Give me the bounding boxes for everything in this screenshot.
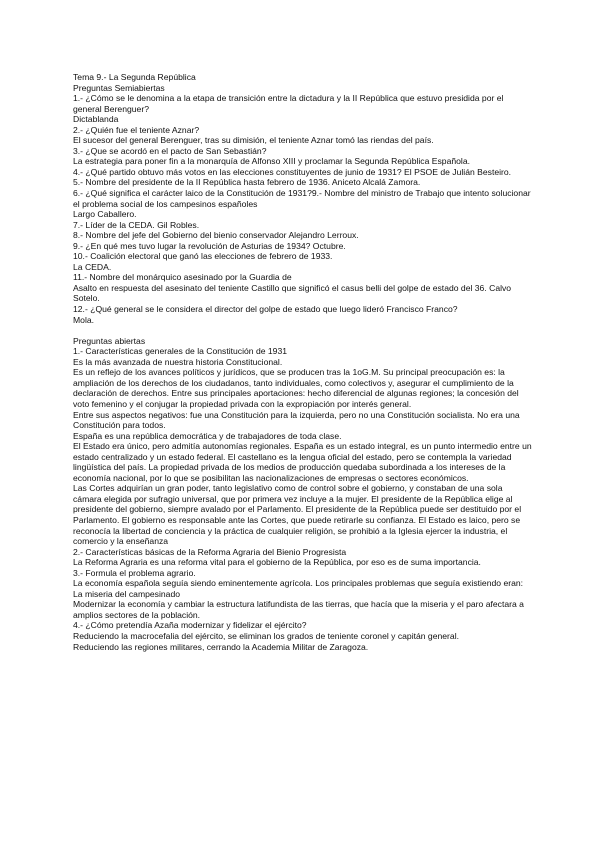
paragraph: España es una república democrática y de trabajadores de toda clase. <box>73 430 342 441</box>
document-page <box>73 72 533 652</box>
paragraph: Reduciendo la macrocefalia del ejército, se eliminan los grados de teniente coronel y capitán general. <box>73 630 459 641</box>
paragraph: Las Cortes adquirían un gran poder, tanto legislativo como de control sobre el gobierno, y constaban de una sola cámara elegida por sufragio universal, que por primera vez incluye a la mujer. El presidente de la República elige al presidente del gobierno, siempre avalado por el Parlamento. El presidente de la República puede ser destituido por el Parlamento. El gobierno es responsable ante las Cortes, que puede retirarle su confianza. El Estado es laico, pero se reconocía la libertad de conciencia y la práctica de cualquier religión, se prohibió a la Iglesia ejercer la industria, el comercio y la enseñanza <box>73 483 522 547</box>
open-question-2: 2.- Características básicas de la Reforma Agraria del Bienio Progresista <box>73 546 347 557</box>
answer-11: Asalto en respuesta del asesinato del teniente Castillo que significó el casus belli del golpe de estado del 36. Calvo Sotelo. <box>73 282 512 304</box>
paragraph: La miseria del campesinado <box>73 588 181 599</box>
paragraph: El Estado era único, pero admitía autonomías regionales. España es un estado integral, es un punto intermedio entre un estado centralizado y un estado federal. El castellano es la lengua oficial del estado, pero se contempla la variedad lingüística del país. La propiedad privada de los medios de producción quedaba subordinada a los intereses de la economía nacional, por lo que se posibilitan las nacionalizaciones de empresas o sectores económicos. <box>73 441 532 483</box>
question-2: 2.- ¿Quién fue el teniente Aznar? <box>73 124 200 135</box>
question-3: 3.- ¿Que se acordó en el pacto de San Sebastián? <box>73 145 267 156</box>
semiopen-heading: Preguntas Semiabiertas <box>73 82 165 93</box>
paragraph: La economía española seguía siendo eminentemente agrícola. Los principales problemas que seguía existiendo eran: <box>73 578 524 589</box>
paragraph: Es la más avanzada de nuestra historia Constitucional. <box>73 356 283 367</box>
open-question-3: 3.- Formula el problema agrario. <box>73 567 196 578</box>
question-5: 5.- Nombre del presidente de la II República hasta febrero de 1936. Aniceto Alcalá Zamora. <box>73 177 421 188</box>
answer-12: Mola. <box>73 314 95 325</box>
answer-3: La estrategia para poner fin a la monarquía de Alfonso XIII y proclamar la Segunda República Española. <box>73 156 470 167</box>
paragraph: La Reforma Agraria es una reforma vital para el gobierno de la República, por eso es de suma importancia. <box>73 557 481 568</box>
question-10: 10.- Coalición electoral que ganó las elecciones de febrero de 1933. <box>73 251 333 262</box>
question-11: 11.- Nombre del monárquico asesinado por la Guardia de <box>73 272 292 283</box>
answer-6: Largo Caballero. <box>73 209 137 220</box>
answer-2: El sucesor del general Berenguer, tras su dimisión, el teniente Aznar tomó las riendas del país. <box>73 135 434 146</box>
answer-10: La CEDA. <box>73 261 112 272</box>
question-6: 6.- ¿Qué significa el carácter laico de la Constitución de 1931?9.- Nombre del ministro de Trabajo que intento solucionar el problema social de los campesinos españoles <box>73 188 531 209</box>
question-9: 9.- ¿En qué mes tuvo lugar la revolución de Asturias de 1934? Octubre. <box>73 240 346 251</box>
section-spacer <box>73 325 533 336</box>
paragraph: Es un reflejo de los avances políticos y jurídicos, que se producen tras la 1oG.M. Su principal preocupación es: la ampliación de los derechos de los ciudadanos, tanto individuales, como colectivos y, asegurar el cumplimiento de la declaración de derechos. Entre sus principales aportaciones: hecho diferencial de algunas regiones; la concesión del voto femenino y el conjugar la propiedad privada con la expropiación por interés general. <box>73 367 519 409</box>
question-4: 4.- ¿Qué partido obtuvo más votos en las elecciones constituyentes de junio de 1931? El PSOE de Julián Besteiro. <box>73 166 512 177</box>
answer-1: Dictablanda <box>73 114 119 125</box>
question-8: 8.- Nombre del jefe del Gobierno del bienio conservador Alejandro Lerroux. <box>73 230 359 241</box>
open-question-1: 1.- Características generales de la Constitución de 1931 <box>73 346 288 357</box>
question-1: 1.- ¿Cómo se le denomina a la etapa de transición entre la dictadura y la II República que estuvo presidida por el general Berenguer? <box>73 93 504 114</box>
paragraph: Reduciendo las regiones militares, cerrando la Academia Militar de Zaragoza. <box>73 641 369 652</box>
open-heading: Preguntas abiertas <box>73 335 146 346</box>
question-7: 7.- Líder de la CEDA. Gil Robles. <box>73 219 200 230</box>
question-12: 12.- ¿Qué general se le considera el director del golpe de estado que luego lideró Francisco Franco? <box>73 304 458 315</box>
paragraph: Modernizar la economía y cambiar la estructura latifundista de las tierras, que hacía que la miseria y el paro afectara a amplios sectores de la población. <box>73 599 524 620</box>
open-question-4: 4.- ¿Cómo pretendía Azaña modernizar y fidelizar el ejército? <box>73 620 307 631</box>
paragraph: Entre sus aspectos negativos: fue una Constitución para la izquierda, pero no una Constitución socialista. No era una Constitución para todos. <box>73 409 520 431</box>
document-title: Tema 9.- La Segunda República <box>73 72 196 82</box>
